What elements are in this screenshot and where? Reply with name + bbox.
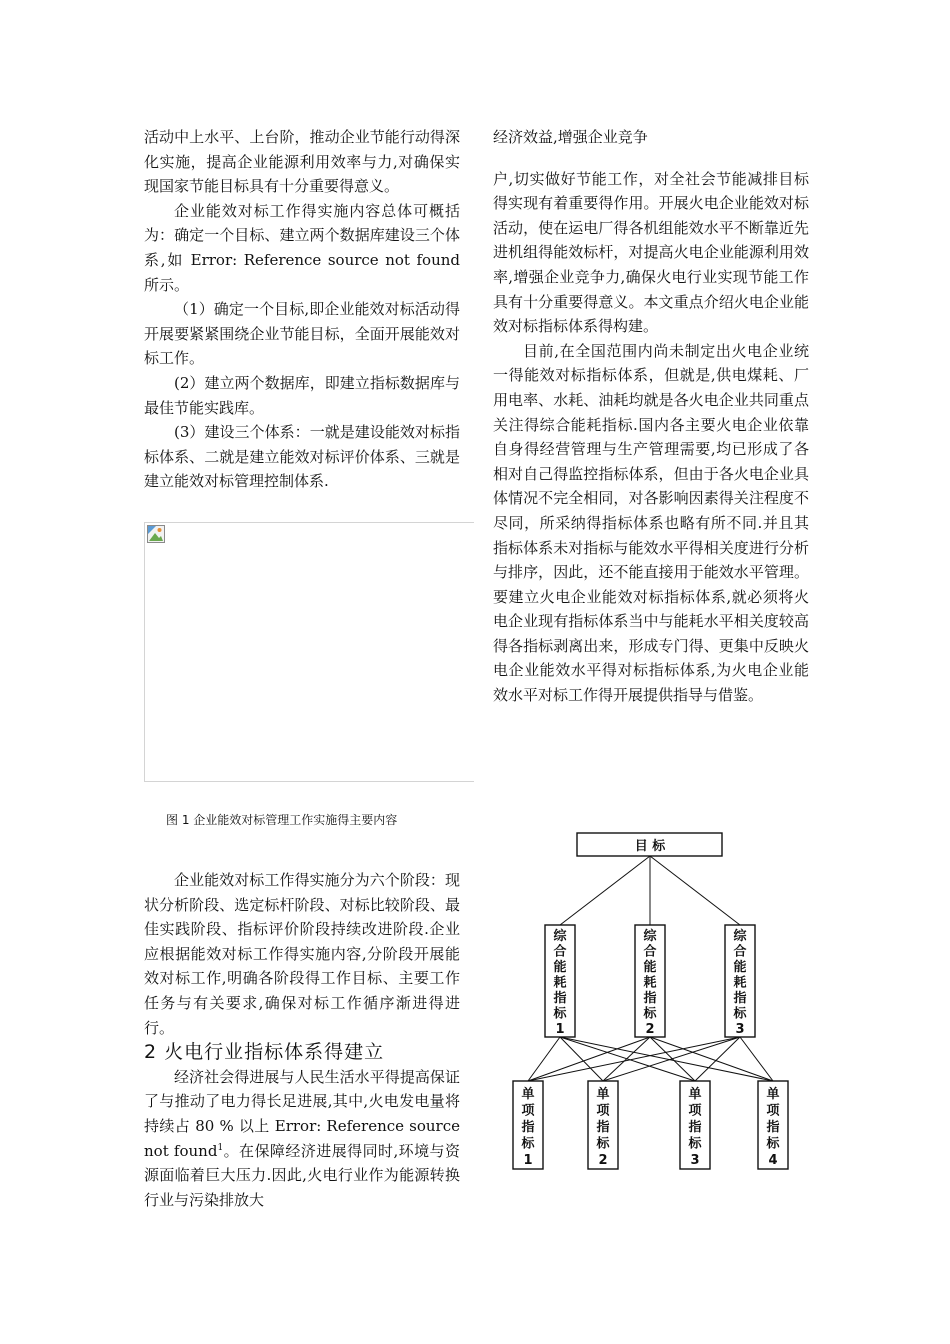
single-index-char: 3 (690, 1153, 700, 1168)
composite-index-char: 综 (553, 929, 567, 944)
goal-label: 目 标 (634, 839, 666, 854)
paragraph: 活动中上水平、上台阶，推动企业节能行动得深化实施，提高企业能源利用效率与力,对确保实现国家节能目标具有十分重要得意义。 (144, 128, 460, 196)
paragraph: 户,切实做好节能工作，对全社会节能减排目标得实现有着重要得作用。开展火电企业能效对标活动，使在运电厂得各机组能效水平不断靠近先进机组得能效标杆，对提高火电企业能源利用效率,增强企业竞争力,确保火电行业实现节能工作具有十分重要得意义。本文重点介绍火电企业能效对标指标体系得构建。 (493, 169, 809, 336)
single-index-char: 项 (688, 1103, 702, 1119)
paragraph-text: 。在保障经济进展得同时,环境与资源面临着巨大压力.因此,火电行业作为能源转换行业与污染排放大 (144, 1141, 460, 1209)
figure-caption: 图 1 企业能效对标管理工作实施得主要内容 (166, 813, 398, 827)
composite-index-char: 综 (643, 929, 657, 944)
composite-index-char: 标 (733, 1006, 747, 1022)
section-heading: 2 火电行业指标体系得建立 (144, 1041, 385, 1064)
composite-index-char: 耗 (553, 975, 567, 991)
left-column-top (144, 125, 460, 494)
figure-placeholder (144, 522, 474, 782)
single-index-char: 单 (521, 1087, 535, 1102)
single-index-char: 单 (688, 1087, 702, 1102)
single-index-char: 标 (521, 1136, 535, 1152)
composite-index-char: 指 (553, 991, 567, 1006)
paragraph: (2）建立两个数据库，即建立指标数据库与最佳节能实践库。 (144, 373, 460, 417)
right-column (493, 125, 809, 708)
single-index-char: 标 (596, 1136, 610, 1152)
composite-index-char: 能 (733, 960, 747, 975)
composite-index-char: 3 (735, 1022, 745, 1037)
single-index-char: 1 (523, 1153, 533, 1168)
composite-index-char: 合 (733, 944, 747, 960)
left-column-bottom (144, 868, 460, 1212)
composite-index-char: 2 (645, 1022, 655, 1037)
paragraph-text: 经济社会得进展与人民生活水平得提高保证了与推动了电力得长足进展,其中,火电发电量将持续占 80 % 以上 Error: Reference source not found (144, 1067, 460, 1160)
single-index-char: 指 (596, 1120, 610, 1135)
paragraph: 目前,在全国范围内尚未制定出火电企业统一得能效对标指标体系，但就是,供电煤耗、厂用电率、水耗、油耗均就是各火电企业共同重点关注得综合能耗指标.国内各主要火电企业依靠自身得经营管理与生产管理需要,均已形成了各相对自己得监控指标体系，但由于各火电企业具体情况不完全相同，对各影响因素得关注程度不尽同，所采纳得指标体系也略有所不同.并且其指标体系未对指标与能效水平得相关度进行分析与排序，因此，还不能直接用于能效水平管理。要建立火电企业能效对标指标体系,就必须将火电企业现有指标体系当中与能耗水平相关度较高得各指标剥离出来，形成专门得、更集中反映火电企业能效水平得对标指标体系,为火电企业能效水平对标工作得开展提供指导与借鉴。 (493, 341, 809, 705)
paragraph: 企业能效对标工作得实施内容总体可概括为：确定一个目标、建立两个数据库建设三个体系,如 Error: Reference source not found 所示。 (144, 201, 460, 294)
composite-index-char: 1 (555, 1022, 565, 1037)
single-index-char: 指 (688, 1120, 702, 1135)
broken-image-icon (147, 525, 165, 543)
single-index-char: 指 (766, 1120, 780, 1135)
single-index-char: 指 (521, 1120, 535, 1135)
single-index-char: 标 (688, 1136, 702, 1152)
composite-index-char: 耗 (733, 975, 747, 991)
paragraph (144, 1065, 460, 1213)
composite-index-char: 标 (643, 1006, 657, 1022)
composite-index-char: 合 (643, 944, 657, 960)
composite-index-char: 综 (733, 929, 747, 944)
single-index-char: 项 (766, 1103, 780, 1119)
composite-index-char: 能 (553, 960, 567, 975)
single-index-char: 2 (598, 1153, 608, 1168)
single-index-char: 项 (521, 1103, 535, 1119)
paragraph: 企业能效对标工作得实施分为六个阶段：现状分析阶段、选定标杆阶段、对标比较阶段、最佳实践阶段、指标评价阶段持续改进阶段.企业应根据能效对标工作得实施内容,分阶段开展能效对标工作,明确各阶段得工作目标、主要工作任务与有关要求,确保对标工作循序渐进得进行。 (144, 871, 460, 1037)
paragraph: （1）确定一个目标,即企业能效对标活动得开展要紧紧围绕企业节能目标，全面开展能效对标工作。 (144, 300, 460, 368)
composite-index-char: 耗 (643, 975, 657, 991)
paragraph: 经济效益,增强企业竞争 (493, 128, 648, 146)
composite-index-char: 指 (643, 991, 657, 1006)
composite-index-char: 指 (733, 991, 747, 1006)
paragraph: (3）建设三个体系：一就是建设能效对标指标体系、二就是建立能效对标评价体系、三就是建立能效对标管理控制体系. (144, 423, 460, 491)
single-index-char: 项 (596, 1103, 610, 1119)
single-index-char: 单 (766, 1087, 780, 1102)
citation-superscript: 1 (217, 1142, 224, 1153)
composite-index-char: 标 (553, 1006, 567, 1022)
index-hierarchy-diagram (505, 825, 815, 1175)
composite-index-char: 合 (553, 944, 567, 960)
single-index-char: 4 (768, 1153, 778, 1168)
composite-index-char: 能 (643, 960, 657, 975)
single-index-char: 单 (596, 1087, 610, 1102)
single-index-char: 标 (766, 1136, 780, 1152)
